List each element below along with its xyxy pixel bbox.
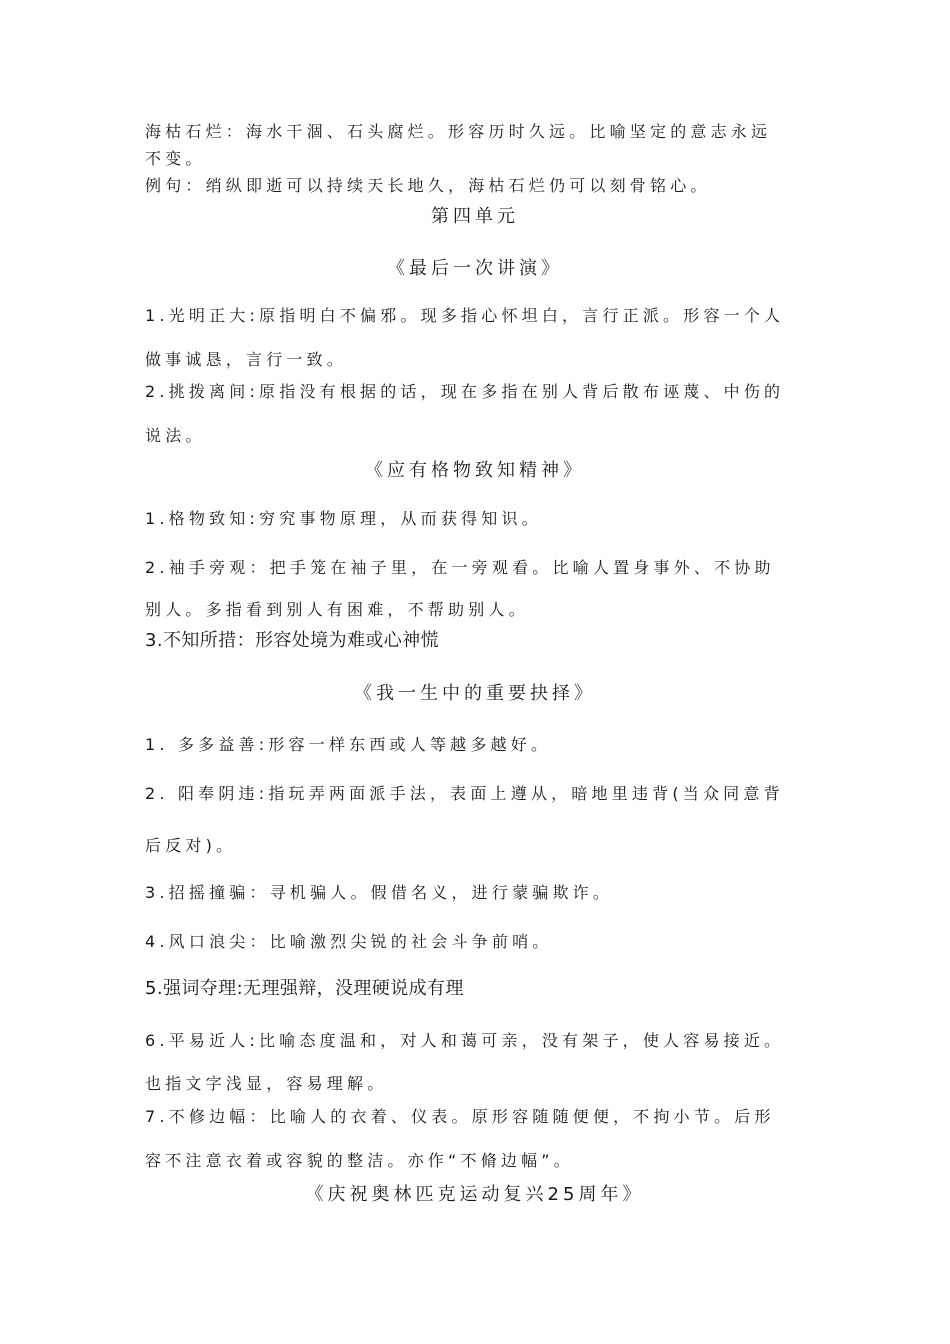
section-title: 《我一生中的重要抉择》 [354, 683, 596, 704]
idiom-entry: 4.风口浪尖：比喻激烈尖锐的社会斗争前哨。 [145, 932, 553, 951]
unit-heading: 第四单元 [431, 206, 519, 227]
idiom-entry: 说法。 [145, 426, 206, 445]
idiom-entry: 2.挑拨离间:原指没有根据的话，现在多指在别人背后散布诬蔑、中伤的 [145, 382, 785, 401]
idiom-entry: 2. 阳奉阴违:指玩弄两面派手法，表面上遵从，暗地里违背(当众同意背 [145, 784, 784, 803]
idiom-entry: 1.光明正大:原指明白不偏邪。现多指心怀坦白，言行正派。形容一个人 [145, 306, 785, 325]
idiom-entry: 7.不修边幅：比喻人的衣着、仪表。原形容随随便便，不拘小节。后形 [145, 1107, 775, 1126]
idiom-entry: 3.招摇撞骗：寻机骗人。假借名义，进行蒙骗欺诈。 [145, 883, 614, 902]
idiom-entry: 2.袖手旁观：把手笼在袖子里，在一旁观看。比喻人置身事外、不协助 [145, 558, 775, 577]
idiom-entry: 也指文字浅显，容易理解。 [145, 1074, 388, 1093]
idiom-entry: 5.强词夺理:无理强辩，没理硬说成有理 [145, 978, 464, 999]
idiom-entry: 3.不知所措：形容处境为难或心神慌 [145, 630, 439, 651]
idiom-entry: 1. 多多益善:形容一样东西或人等越多越好。 [145, 735, 552, 754]
section-title: 《应有格物致知精神》 [365, 460, 585, 481]
section-title: 《最后一次讲演》 [387, 258, 563, 279]
idiom-entry: 别人。多指看到别人有困难，不帮助别人。 [145, 600, 529, 619]
idiom-entry: 后反对)。 [145, 836, 237, 855]
section-title: 《庆祝奥林匹克运动复兴25周年》 [305, 1184, 645, 1205]
idiom-entry: 容不注意衣着或容貌的整洁。亦作“不脩边幅”。 [145, 1151, 574, 1170]
idiom-entry: 做事诚恳，言行一致。 [145, 350, 348, 369]
example-sentence: 例句：绡纵即逝可以持续天长地久，海枯石烂仍可以刻骨铭心。 [145, 176, 711, 195]
idiom-definition-line: 海枯石烂：海水干涸、石头腐烂。形容历时久远。比喻坚定的意志永远 [145, 122, 772, 141]
idiom-definition-line: 不变。 [145, 149, 206, 168]
idiom-entry: 1.格物致知:穷究事物原理，从而获得知识。 [145, 509, 542, 528]
idiom-entry: 6.平易近人:比喻态度温和，对人和蔼可亲，没有架子，使人容易接近。 [145, 1031, 785, 1050]
